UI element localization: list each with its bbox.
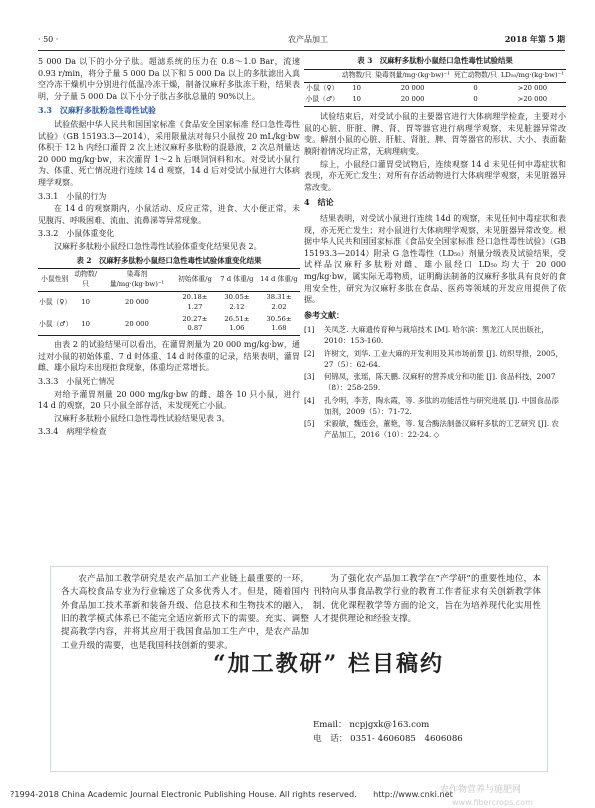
table-cell: >20 000 — [499, 94, 566, 106]
reference-text: 何锦凤，张瑶，陈天鹏. 汉麻籽的营养成分和功能 [J]. 食品科技，2007（8）：258-259. — [324, 372, 556, 393]
paragraph: 汉麻籽多肽粉小鼠经口急性毒性试验结果见表 3。 — [54, 413, 230, 423]
watermark-url: www.fibercrops.com — [452, 798, 533, 807]
table-3-caption: 表 3 汉麻籽多肽粉小鼠经口急性毒性试验结果 — [357, 56, 513, 65]
copyright-footer: ?1994-2018 China Academic Journal Electronic Publishing House. All rights reserved. http://www.cnki.net — [10, 789, 453, 799]
table-cell: 20.27± 0.87 — [174, 314, 216, 336]
table-header-cell: 7 d 体重/g — [216, 269, 258, 292]
paragraph: 对给予灌胃剂量 20 000 mg/kg·bw 的雌、雄各 10 只小鼠，进行 14 d 的观察，20 只小鼠全部存活，未发现死亡小鼠。 — [38, 389, 300, 411]
table-row — [304, 94, 566, 106]
table-cell: 小鼠（♀） — [306, 83, 339, 92]
subsection-heading-3-3-4: 3.3.4 病理学检查 — [38, 427, 107, 437]
reference-item — [304, 349, 566, 370]
table-row — [38, 314, 300, 336]
paragraph: 试验结束后，对受试小鼠的主要器官进行大体病理学检查，主要对小鼠的心脏、肝脏、脾、肾、胃等器官进行病理学观察，未见脏器异常改变。解剖小鼠的心脏、肝脏、肾脏、脾、胃等器官的形状、大小、表面黏膜附着情况均正常，无病理病变。 — [304, 112, 566, 157]
reference-number: [5] — [304, 419, 315, 429]
subsection-heading-3-3-2: 3.3.2 小鼠体重变化 — [38, 229, 115, 239]
table-cell: 20.18± 1.27 — [182, 292, 208, 311]
call-banner: “加工教研” 栏目稿约 — [213, 651, 444, 677]
paragraph: 综上，小鼠经口灌胃受试物后，连续观察 14 d 未见任何中毒症状和表现，亦无死亡发生；对所有存活动物进行大体病理学观察，未见脏器异常改变。 — [304, 159, 566, 192]
reference-item — [304, 419, 566, 440]
section-heading-3-3: 3.3 汉麻籽多肽粉急性毒性试验 — [38, 105, 156, 116]
table-cell: 20 000 — [400, 83, 425, 92]
table-cell: 30.05± 2.12 — [224, 292, 250, 311]
contact-info — [313, 719, 463, 747]
reference-number: [3] — [304, 372, 315, 382]
table-header-cell: 初始体重/g — [174, 269, 216, 292]
table-header-cell: 14 d 体重/g — [258, 269, 300, 292]
section-heading-4: 4 结论 — [304, 197, 334, 208]
table-cell: 30.56± 1.68 — [258, 314, 300, 336]
reference-item — [304, 396, 566, 417]
issue-label: 2018 年第 5 期 — [504, 34, 565, 44]
journal-name: 农产品加工 — [288, 35, 328, 44]
table-row — [38, 291, 300, 313]
reference-item — [304, 325, 566, 346]
reference-number: [4] — [304, 395, 315, 405]
paragraph: 汉麻籽多肽粉小鼠经口急性毒性试验体重变化结果见表 2。 — [54, 241, 262, 251]
paragraph: 由表 2 的试验结果可以看出，在灌胃剂量为 20 000 mg/kg·bw，通过对小鼠的初始体重、7 d 时体重、14 d 时体重的记录，结果表明，灌胃雌、雄小鼠均未出现拒食现象，体重均正常增长。 — [38, 340, 300, 373]
table-cell: 0 — [473, 83, 478, 92]
table-header-cell: 动物数/只 — [340, 69, 373, 82]
table-2-caption: 表 2 汉麻籽多肽粉小鼠经口急性毒性试验体重变化结果 — [76, 255, 262, 265]
table-cell: 小鼠（♀） — [39, 297, 72, 306]
reference-text: 孔令明，李芳，陶永霞，等. 多肽的功能活性与研究进展 [J]. 中国食品添加剂，2009（5）：71-72. — [324, 395, 559, 416]
page-header — [38, 34, 565, 48]
contact-email[interactable]: Email： ncpjgxk@163.com — [313, 720, 430, 730]
table-cell: 38.31± 2.02 — [266, 292, 292, 311]
call-for-papers-box — [50, 566, 548, 772]
table-row — [304, 82, 566, 94]
paragraph: 在 14 d 的观察期内，小鼠活动、反应正常，进食、大小便正常，未见腹泻、呼吸困难、流血、流鼻涕等异常现象。 — [38, 204, 300, 225]
subsection-heading-3-3-1: 3.3.1 小鼠的行为 — [38, 191, 107, 201]
table-cell: 26.51± 1.06 — [216, 314, 258, 336]
table-header-cell: 死亡动物数/只 — [452, 69, 499, 82]
table-cell: 20 000 — [125, 297, 149, 306]
table-cell: 10 — [71, 314, 100, 336]
reference-number: [2] — [304, 348, 315, 358]
table-cell: 10 — [340, 94, 373, 106]
table-cell: 小鼠（♂） — [38, 314, 71, 336]
page-number: · 50 · — [38, 35, 59, 44]
watermark-text: 农作物营养与施肥网 — [440, 785, 522, 795]
table-header-cell: 动物数/只 — [71, 269, 100, 292]
reference-text: 许树文，刘华. 工业大麻的开发利用及其市场前景 [J]. 纺织导报，2005，27（5）：62-64. — [324, 348, 563, 369]
table-header-cell: 染毒剂量/mg·(kg·bw)⁻¹ — [373, 69, 452, 82]
paragraph: 结果表明，对受试小鼠进行连续 14d 的观察，未见任何中毒症状和表现，亦无死亡发生；对小鼠进行大体病理学观察，未见脏器异常改变。根据中华人民共和国国家标准《食品安全国家标准 经口急性毒性试验》（GB 15193.3—2014）附录 G 急性毒性（LD₅₀）剂量分级表及试验结果，受试样品汉麻籽多肽粉对雌、雄小鼠经口 LD₅₀ 均大于 20 000 mg/kg·bw，属实际无毒物质，证明酶法制备的汉麻籽多肽具有良好的食用安全性，研究为汉麻籽多肽在食品、医药等领域的开发应用提供了依据。 — [304, 214, 566, 305]
references-title: 参考文献： — [304, 309, 344, 320]
table-cell: 20 000 — [100, 314, 174, 336]
right-column — [304, 56, 566, 443]
table-cell: 0 — [452, 94, 499, 106]
table-cell: 小鼠（♂） — [304, 94, 340, 106]
call-right-text: 为了强化农产品加工教学在“产学研”的重要性地位，本刊特向从事食品教学行业的教育工作者征求有关创新教学体制、优化课程教学等方面的论文，旨在为培养现代化实用性人才提供理论和经验支撑。 — [313, 574, 541, 624]
table-2 — [38, 268, 300, 336]
call-left-text: 农产品加工教学研究是农产品加工产业链上最重要的一环，各大高校食品专业为行业输送了众多优秀人才。但是，随着国内外食品加工技术革新和装备升级、信息技术和生物技术的融入，旧的教学模式体系已不能完全适应新形式下的需要。充实、调整提高教学内容，并将其应用于我国食品加工生产中，是农产品加工业升级的需要，也是我国科技创新的要求。 — [61, 574, 309, 651]
references-list — [304, 325, 566, 440]
table-cell: 10 — [352, 83, 361, 92]
header-rule — [38, 50, 565, 51]
table-3 — [304, 69, 566, 108]
subsection-heading-3-3-3: 3.3.3 小鼠死亡情况 — [38, 377, 115, 387]
table-header-cell: 小鼠性别 — [38, 269, 71, 292]
reference-number: [1] — [304, 325, 315, 335]
table-cell: 20 000 — [373, 94, 452, 106]
paragraph: 试验依据中华人民共和国国家标准《食品安全国家标准 经口急性毒性试验》（GB 15193.3—2014），采用限量法对每只小鼠按 20 mL/kg·bw 体积于 12 h 内经口灌胃 2 次上述汉麻籽多肽粉的混悬液，2 次总剂量达 20 000 mg/kg·bw，末次灌胃 1～2 h 后喂饲饲料和水。对受试小鼠行为、体重、死亡情况进行连续 14 d 观察，14 d 后对受试小鼠进行大体病理学观察。 — [38, 119, 300, 187]
contact-phone: 电 话： 0351- 4606085 4606086 — [313, 733, 463, 744]
reference-text: 关凤芝. 大麻遗传育种与栽培技术 [M]. 哈尔滨：黑龙江人民出版社，2010：153-160. — [324, 325, 549, 346]
left-column — [38, 56, 300, 439]
reference-item — [304, 372, 566, 393]
table-header-cell: 染毒剂量/mg·(kg·bw)⁻¹ — [100, 269, 174, 292]
table-cell: >20 000 — [517, 83, 548, 92]
table-cell: 10 — [81, 297, 90, 306]
paragraph: 5 000 Da 以下的小分子肽。超滤系统的压力在 0.8～1.0 Bar，流速 0.93 r/min，将分子量 5 000 Da 以下和 5 000 Da 以上的多肽滤出入真空冷冻干燥机中分别进行低温冷冻干燥，制备汉麻籽多肽冻干粉，结果表明，分子量 5 000 Da 以下小分子肽占多肽总量的 90%以上。 — [38, 57, 300, 101]
table-header-cell: LD₅₀/mg·(kg·bw)⁻¹ — [499, 69, 566, 82]
table-header-cell — [304, 69, 340, 82]
reference-text: 宋毅敏，魏连会，董艳，等. 复合酶法制备汉麻籽多肽的工艺研究 [J]. 农产品加工，2016（10）：22-24. ◇ — [324, 419, 559, 439]
